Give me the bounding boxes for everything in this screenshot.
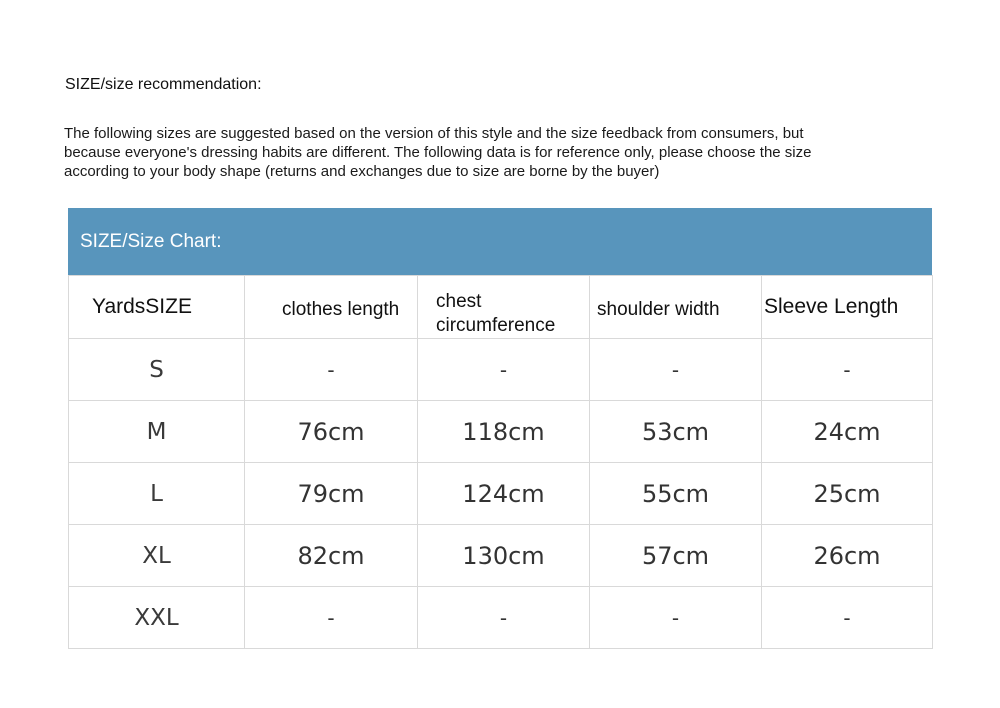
cell-clothes-length: 76cm (245, 401, 418, 463)
cell-shoulder: 53cm (590, 401, 762, 463)
size-chart (68, 208, 932, 649)
table-row (69, 463, 933, 525)
cell-chest: 130cm (418, 525, 590, 587)
header-sleeve-length: Sleeve Length (762, 276, 933, 339)
cell-size: M (69, 401, 245, 463)
page-heading: SIZE/size recommendation: (65, 76, 262, 93)
table-header-row (69, 276, 933, 339)
cell-shoulder: - (590, 587, 762, 649)
header-shoulder-width: shoulder width (590, 276, 762, 339)
size-chart-title: SIZE/Size Chart: (80, 230, 222, 252)
cell-shoulder: - (590, 339, 762, 401)
intro-line: The following sizes are suggested based on the version of this style and the size feedback from consumers, but (64, 125, 804, 142)
cell-sleeve: 24cm (762, 401, 933, 463)
size-table (68, 275, 933, 649)
intro-line: according to your body shape (returns and exchanges due to size are borne by the buyer) (64, 163, 660, 180)
cell-chest: - (418, 587, 590, 649)
cell-shoulder: 57cm (590, 525, 762, 587)
table-row (69, 525, 933, 587)
cell-clothes-length: 79cm (245, 463, 418, 525)
header-size: YardsSIZE (69, 276, 245, 339)
cell-size: S (69, 339, 245, 401)
cell-chest: - (418, 339, 590, 401)
cell-chest: 118cm (418, 401, 590, 463)
table-row (69, 401, 933, 463)
table-row (69, 587, 933, 649)
header-chest-line: chest (436, 291, 482, 312)
header-clothes-length: clothes length (245, 276, 418, 339)
cell-sleeve: 25cm (762, 463, 933, 525)
cell-clothes-length: - (245, 339, 418, 401)
cell-sleeve: - (762, 339, 933, 401)
intro-line: because everyone's dressing habits are different. The following data is for reference only, please choose the size (64, 144, 812, 161)
header-chest-circumference (418, 276, 590, 339)
cell-size: L (69, 463, 245, 525)
header-chest-line: circumference (436, 315, 556, 336)
cell-clothes-length: 82cm (245, 525, 418, 587)
cell-size: XXL (69, 587, 245, 649)
table-row (69, 339, 933, 401)
cell-shoulder: 55cm (590, 463, 762, 525)
cell-chest: 124cm (418, 463, 590, 525)
cell-sleeve: 26cm (762, 525, 933, 587)
cell-sleeve: - (762, 587, 933, 649)
cell-clothes-length: - (245, 587, 418, 649)
cell-size: XL (69, 525, 245, 587)
intro-paragraph (64, 124, 924, 181)
size-chart-banner (68, 208, 932, 275)
